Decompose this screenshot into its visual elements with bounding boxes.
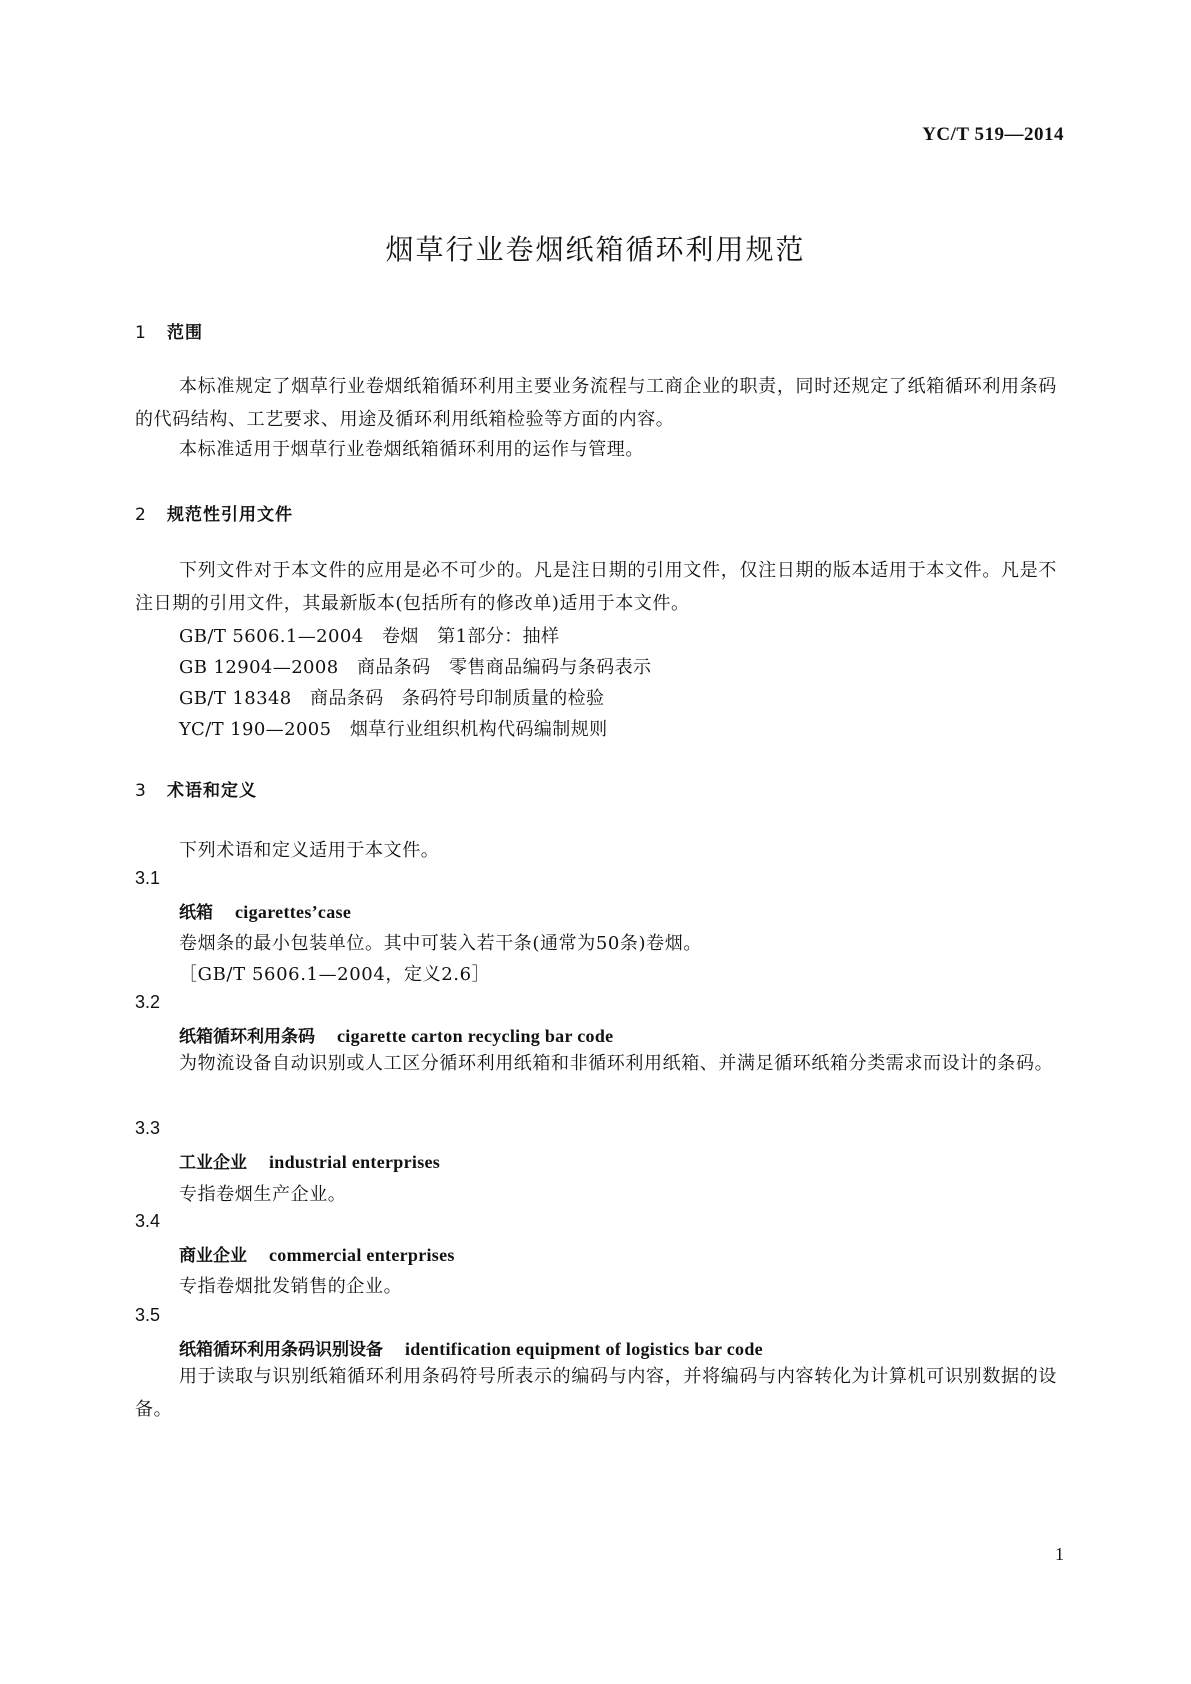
term-en: industrial enterprises	[269, 1152, 441, 1172]
reference-item: GB/T 18348 商品条码 条码符号印制质量的检验	[179, 688, 605, 709]
section-2-heading	[135, 500, 293, 525]
term-name	[179, 898, 351, 923]
term-definition: 用于读取与识别纸箱循环利用条码符号所表示的编码与内容，并将编码与内容转化为计算机可识别数据的设备。	[135, 1366, 1057, 1420]
term-number: 3.4	[135, 1211, 161, 1231]
section-number: 2	[135, 505, 147, 525]
term-en: cigarette carton recycling bar code	[337, 1026, 614, 1046]
page-number: 1	[1055, 1544, 1064, 1564]
term-zh: 纸箱循环利用条码识别设备	[179, 1340, 383, 1360]
section-3-heading	[135, 776, 257, 801]
term-definition: 专指卷烟生产企业。	[179, 1184, 347, 1205]
paragraph: 本标准适用于烟草行业卷烟纸箱循环利用的运作与管理。	[179, 439, 644, 460]
term-zh: 纸箱	[179, 903, 213, 923]
term-number: 3.5	[135, 1305, 161, 1325]
term-en: cigarettes’case	[235, 902, 352, 922]
term-definition: 卷烟条的最小包装单位。其中可装入若干条(通常为50条)卷烟。	[179, 933, 702, 954]
paragraph: 下列术语和定义适用于本文件。	[179, 840, 440, 861]
section-title: 术语和定义	[167, 781, 257, 801]
paragraph: 下列文件对于本文件的应用是必不可少的。凡是注日期的引用文件，仅注日期的版本适用于本文件。凡是不注日期的引用文件，其最新版本(包括所有的修改单)适用于本文件。	[135, 560, 1057, 614]
paragraph: 本标准规定了烟草行业卷烟纸箱循环利用主要业务流程与工商企业的职责，同时还规定了纸箱循环利用条码的代码结构、工艺要求、用途及循环利用纸箱检验等方面的内容。	[135, 376, 1057, 430]
term-source: ［GB/T 5606.1—2004，定义2.6］	[179, 964, 491, 985]
term-definition: 为物流设备自动识别或人工区分循环利用纸箱和非循环利用纸箱、并满足循环纸箱分类需求而设计的条码。	[179, 1053, 1054, 1074]
section-1-heading	[135, 318, 203, 343]
term-name	[179, 1022, 613, 1047]
section-number: 1	[135, 323, 147, 343]
term-definition: 专指卷烟批发销售的企业。	[179, 1276, 403, 1297]
term-number: 3.1	[135, 868, 161, 888]
term-en: identification equipment of logistics bar code	[405, 1339, 763, 1359]
term-number: 3.3	[135, 1118, 161, 1138]
section-number: 3	[135, 781, 147, 801]
term-name	[179, 1148, 440, 1173]
reference-item: GB/T 5606.1—2004 卷烟 第1部分：抽样	[179, 626, 560, 647]
section-title: 范围	[167, 323, 203, 343]
section-title: 规范性引用文件	[167, 505, 293, 525]
term-number: 3.2	[135, 992, 161, 1012]
term-name	[179, 1241, 455, 1266]
term-zh: 工业企业	[179, 1153, 247, 1173]
document-title: 烟草行业卷烟纸箱循环利用规范	[385, 233, 806, 266]
term-zh: 商业企业	[179, 1246, 247, 1266]
reference-item: YC/T 190—2005 烟草行业组织机构代码编制规则	[179, 719, 608, 740]
term-name	[179, 1335, 763, 1360]
standard-code: YC/T 519—2014	[922, 124, 1064, 145]
reference-item: GB 12904—2008 商品条码 零售商品编码与条码表示	[179, 657, 652, 678]
term-en: commercial enterprises	[269, 1245, 455, 1265]
term-zh: 纸箱循环利用条码	[179, 1027, 315, 1047]
